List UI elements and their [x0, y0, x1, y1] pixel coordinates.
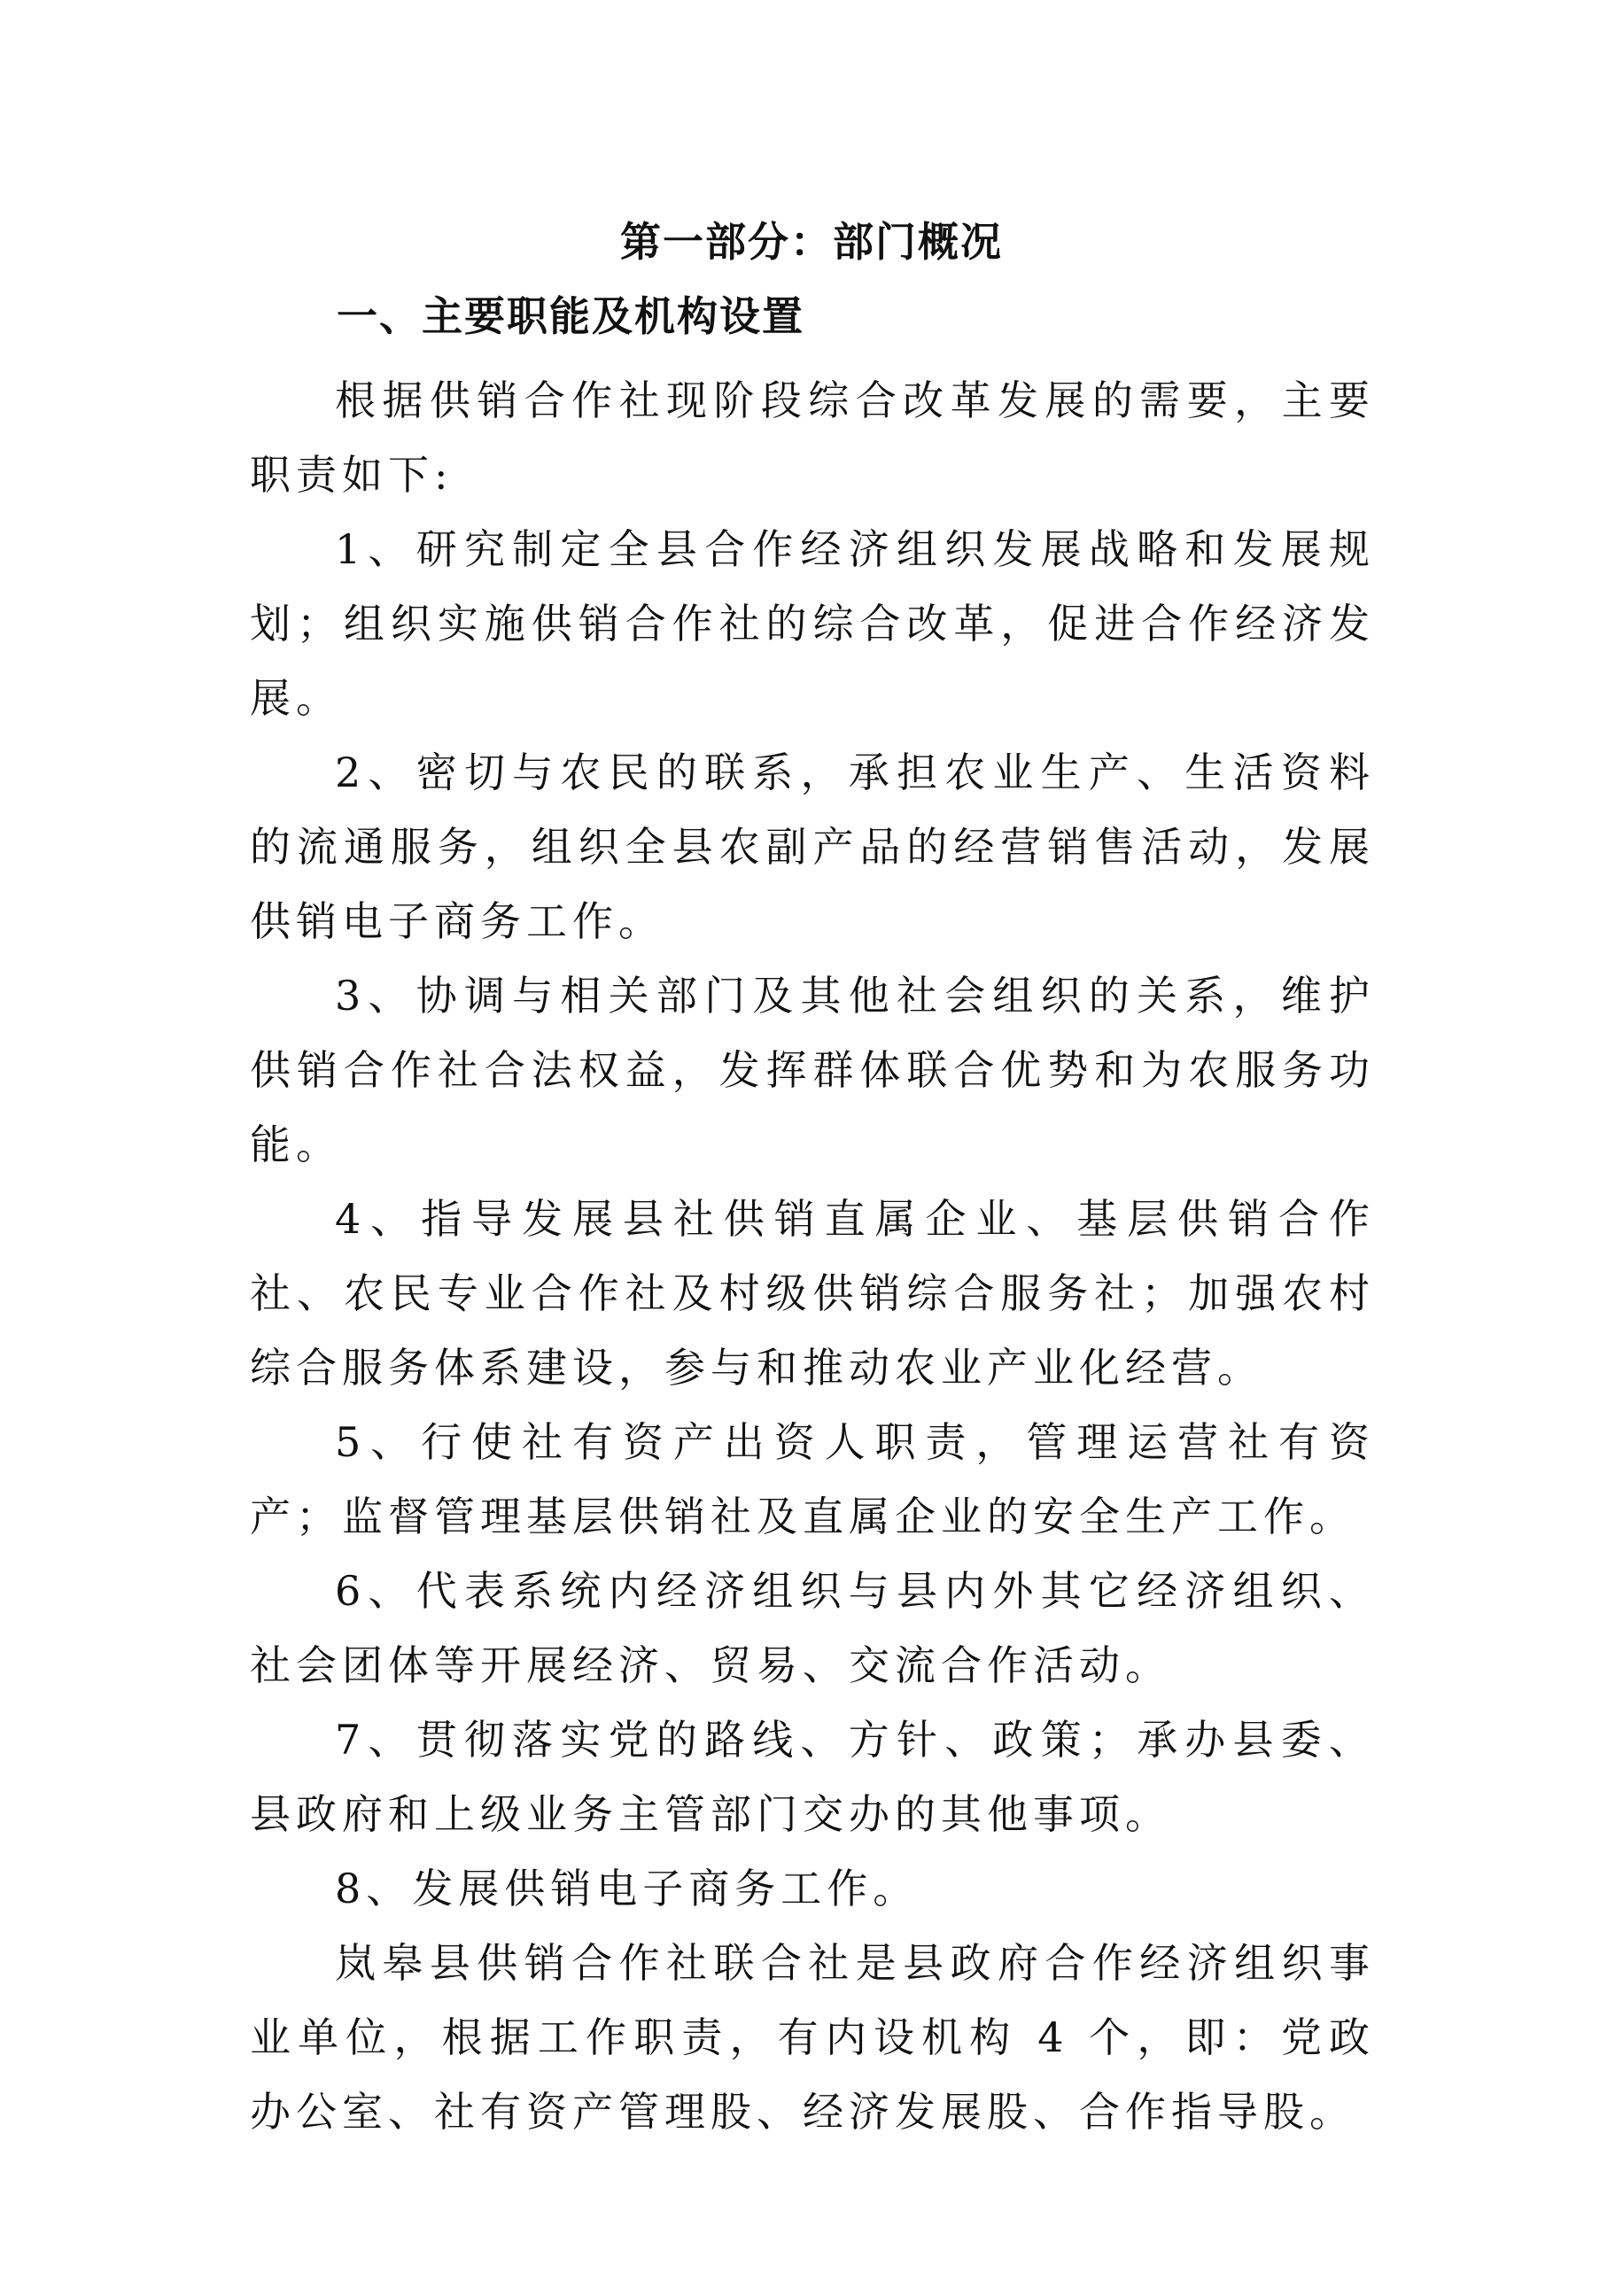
paragraph-duty-1: 1、研究制定全县合作经济组织发展战略和发展规划；组织实施供销合作社的综合改革，促进合作经济发展。 — [250, 525, 1375, 722]
paragraph-duty-4: 4、指导发展县社供销直属企业、基层供销合作社、农民专业合作社及村级供销综合服务社；加强农村综合服务体系建设，参与和推动农业产业化经营。 — [250, 1195, 1375, 1392]
page-title: 第一部分：部门概况 — [620, 218, 1003, 266]
paragraph-duty-2: 2、密切与农民的联系，承担农业生产、生活资料的流通服务，组织全县农副产品的经营销售活动，发展供销电子商务工作。 — [250, 749, 1375, 945]
paragraph-duty-6: 6、代表系统内经济组织与县内外其它经济组织、社会团体等开展经济、贸易、交流合作活动。 — [250, 1567, 1375, 1689]
paragraph-duty-7: 7、贯彻落实党的路线、方针、政策；承办县委、县政府和上级业务主管部门交办的其他事项。 — [250, 1716, 1375, 1838]
paragraph-duty-3: 3、协调与相关部门及其他社会组织的关系，维护供销合作社合法权益，发挥群体联合优势和为农服务功能。 — [250, 972, 1375, 1168]
section-heading: 一、主要职能及机构设置 — [337, 292, 804, 340]
paragraph-organization: 岚皋县供销合作社联合社是县政府合作经济组织事业单位，根据工作职责，有内设机构 4 个，即：党政办公室、社有资产管理股、经济发展股、合作指导股。 — [250, 1939, 1375, 2136]
body-text — [250, 363, 1375, 2149]
paragraph-intro: 根据供销合作社现阶段综合改革发展的需要，主要职责如下: — [250, 376, 1375, 499]
paragraph-duty-8: 8、发展供销电子商务工作。 — [335, 1865, 920, 1912]
paragraph-duty-5: 5、行使社有资产出资人职责，管理运营社有资产；监督管理基层供销社及直属企业的安全生产工作。 — [250, 1418, 1375, 1540]
